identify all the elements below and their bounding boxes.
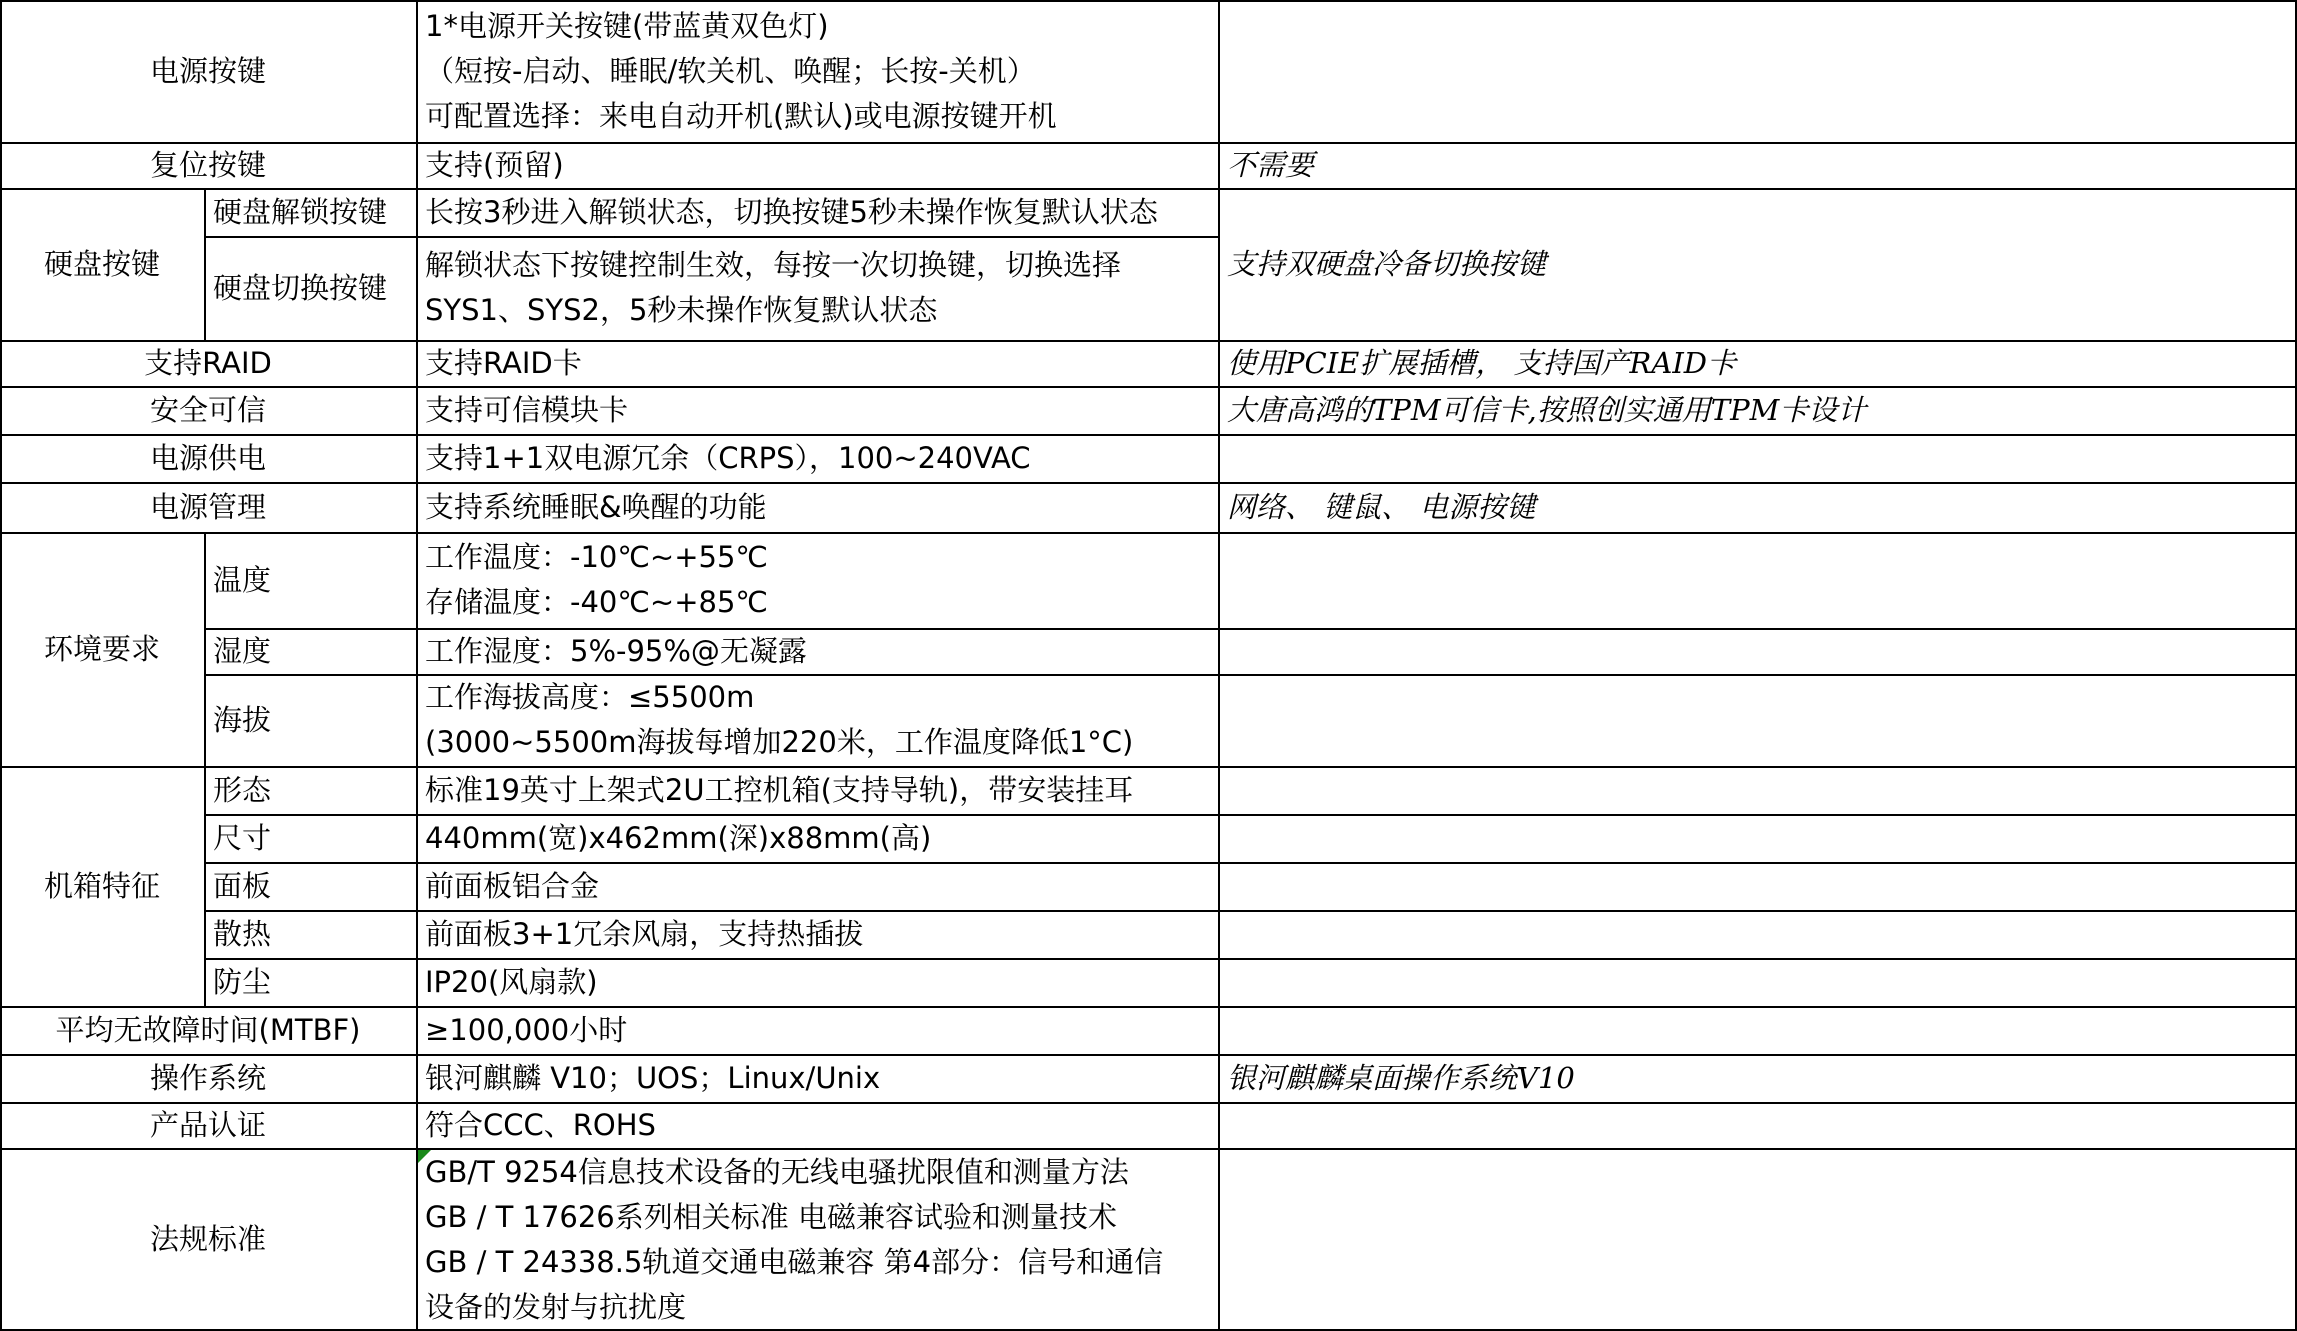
power-button-desc-line: 1*电源开关按键(带蓝黄双色灯) [425,8,829,43]
trusted-label: 安全可信 [149,392,266,427]
os-label-cell [0,1054,416,1102]
size-desc-cell [416,814,1218,862]
grid-line-v-group [204,766,206,1006]
grid-line-h [204,910,2297,912]
reset-button-label-cell [0,142,416,188]
comment-indicator-icon[interactable] [418,1150,431,1163]
chassis-group-label-cell [0,766,204,1006]
grid-line-v [1218,0,1220,1331]
environment-group-label-cell [0,532,204,766]
grid-line-h [0,142,2297,144]
grid-line-h [0,766,2297,768]
trusted-desc-cell [416,386,1218,434]
note-cell-empty [1218,674,2297,766]
size-label: 尺寸 [213,820,272,855]
note-text: 网络、 键鼠、 电源按键 [1227,489,1536,524]
form-label-cell [204,766,416,814]
standards-label-cell [0,1148,416,1331]
disk-switch-desc-cell [416,236,1218,340]
trusted-desc-line: 支持可信模块卡 [425,392,629,427]
mtbf-desc-line: ≥100,000小时 [425,1012,628,1047]
power-button-desc-line: （短按-启动、睡眠/软关机、唤醒；长按-关机） [425,53,1036,88]
disk-group-label-cell [0,188,204,340]
grid-line-v [0,0,2,1331]
power-mgmt-label: 电源管理 [149,489,266,524]
altitude-desc-cell [416,674,1218,766]
humidity-label: 湿度 [213,633,272,668]
trusted-label-cell [0,386,416,434]
grid-line-h [0,482,2297,484]
note-cell [1218,340,2297,386]
power-button-label: 电源按键 [149,53,266,88]
disk-unlock-desc-cell [416,188,1218,236]
power-mgmt-desc-cell [416,482,1218,532]
size-label-cell [204,814,416,862]
cert-label: 产品认证 [149,1107,266,1142]
note-cell-empty [1218,1102,2297,1148]
altitude-label: 海拔 [213,702,272,737]
form-desc-cell [416,766,1218,814]
reset-button-desc-line: 支持(预留) [425,147,564,182]
standards-desc-cell [416,1148,1218,1331]
grid-line-h [0,532,2297,534]
power-mgmt-label-cell [0,482,416,532]
cert-label-cell [0,1102,416,1148]
power-button-desc-line: 可配置选择：来电自动开机(默认)或电源按键开机 [425,98,1057,133]
raid-label-cell [0,340,416,386]
disk-unlock-desc-line: 长按3秒进入解锁状态，切换按键5秒未操作恢复默认状态 [425,194,1158,229]
chassis-group-label: 机箱特征 [43,868,160,903]
note-cell-empty [1218,766,2297,814]
standards-desc-line: GB / T 17626系列相关标准 电磁兼容试验和测量技术 [425,1199,1117,1234]
size-desc-line: 440mm(宽)x462mm(深)x88mm(高) [425,820,932,855]
os-desc-cell [416,1054,1218,1102]
note-cell [1218,1054,2297,1102]
note-cell-empty [1218,1006,2297,1054]
raid-label: 支持RAID [144,345,272,380]
psu-desc-cell [416,434,1218,482]
mtbf-label-cell [0,1006,416,1054]
grid-line-h [0,1054,2297,1056]
grid-line-h [0,1006,2297,1008]
standards-desc-line: 设备的发射与抗扰度 [425,1289,687,1324]
cert-desc-cell [416,1102,1218,1148]
temperature-label: 温度 [213,562,272,597]
raid-desc-line: 支持RAID卡 [425,345,582,380]
grid-line-v [416,0,418,1331]
altitude-desc-line: (3000~5500m海拔每增加220米，工作温度降低1°C) [425,725,1134,759]
psu-desc-line: 支持1+1双电源冗余（CRPS），100~240VAC [425,440,1031,475]
humidity-desc-cell [416,628,1218,674]
reset-button-desc-cell [416,142,1218,188]
environment-group-label: 环境要求 [43,631,160,666]
dustproof-label-cell [204,958,416,1006]
grid-line-h [0,434,2297,436]
note-cell-empty [1218,910,2297,958]
grid-line-h [0,188,2297,190]
grid-line-h [0,1102,2297,1104]
psu-label: 电源供电 [149,440,266,475]
dustproof-desc-line: IP20(风扇款) [425,964,598,999]
mtbf-label: 平均无故障时间(MTBF) [55,1012,361,1047]
humidity-label-cell [204,628,416,674]
note-cell-empty [1218,958,2297,1006]
note-text: 不需要 [1227,147,1315,182]
note-cell [1218,188,2297,340]
panel-desc-line: 前面板铝合金 [425,868,600,903]
grid-line-h [0,0,2297,2]
power-button-desc-cell [416,0,1218,142]
mtbf-desc-cell [416,1006,1218,1054]
note-cell [1218,482,2297,532]
disk-group-label: 硬盘按键 [43,246,160,281]
raid-desc-cell [416,340,1218,386]
power-button-label-cell [0,0,416,142]
note-cell [1218,142,2297,188]
note-cell-empty [1218,628,2297,674]
temperature-desc-line: 工作温度：-10℃~+55℃ [425,540,769,574]
cooling-desc-line: 前面板3+1冗余风扇，支持热插拔 [425,916,864,951]
disk-switch-desc-line: 解锁状态下按键控制生效，每按一次切换键，切换选择 [425,248,1122,282]
panel-desc-cell [416,862,1218,910]
panel-label-cell [204,862,416,910]
note-cell-empty [1218,862,2297,910]
temperature-desc-cell [416,532,1218,628]
humidity-desc-line: 工作湿度：5%-95%@无凝露 [425,633,807,668]
disk-switch-desc-line: SYS1、SYS2，5秒未操作恢复默认状态 [425,293,938,327]
grid-line-v-group [204,188,206,340]
cert-desc-line: 符合CCC、ROHS [425,1107,656,1142]
grid-line-h [0,340,2297,342]
note-text: 支持双硬盘冷备切换按键 [1227,246,1547,281]
grid-line-v-group [204,532,206,766]
dustproof-label: 防尘 [213,964,272,999]
grid-line-h [204,958,2297,960]
standards-desc-line: GB / T 24338.5轨道交通电磁兼容 第4部分：信号和通信 [425,1244,1164,1279]
grid-line-h [0,386,2297,388]
note-cell-empty [1218,532,2297,628]
note-cell [1218,386,2297,434]
cooling-label: 散热 [213,916,272,951]
note-text: 使用PCIE扩展插槽， 支持国产RAID卡 [1227,345,1737,380]
note-text: 银河麒麟桌面操作系统V10 [1227,1060,1575,1095]
form-desc-line: 标准19英寸上架式2U工控机箱(支持导轨)，带安装挂耳 [425,772,1134,807]
disk-unlock-label: 硬盘解锁按键 [213,194,388,229]
panel-label: 面板 [213,868,272,903]
note-cell-empty [1218,1148,2297,1331]
dustproof-desc-cell [416,958,1218,1006]
temperature-desc-line: 存储温度：-40℃~+85℃ [425,585,769,619]
grid-line-h [0,1148,2297,1150]
note-cell-empty [1218,0,2297,142]
psu-label-cell [0,434,416,482]
power-mgmt-desc-line: 支持系统睡眠&唤醒的功能 [425,489,767,524]
temperature-label-cell [204,532,416,628]
grid-line-h [204,674,2297,676]
reset-button-label: 复位按键 [149,147,266,182]
grid-line-h [204,862,2297,864]
grid-line-h [204,236,1218,238]
standards-desc-line: GB/T 9254信息技术设备的无线电骚扰限值和测量方法 [425,1154,1129,1189]
cooling-desc-cell [416,910,1218,958]
altitude-desc-line: 工作海拔高度：≤5500m [425,680,755,714]
standards-label: 法规标准 [149,1222,266,1256]
note-cell-empty [1218,814,2297,862]
cooling-label-cell [204,910,416,958]
note-text: 大唐高鸿的TPM可信卡,按照创实通用TPM卡设计 [1227,392,1867,427]
os-label: 操作系统 [149,1060,266,1095]
grid-line-h [204,628,2297,630]
disk-switch-label-cell [204,236,416,340]
disk-unlock-label-cell [204,188,416,236]
os-desc-line: 银河麒麟 V10；UOS；Linux/Unix [425,1060,881,1095]
note-cell-empty [1218,434,2297,482]
disk-switch-label: 硬盘切换按键 [213,270,388,305]
altitude-label-cell [204,674,416,766]
form-label: 形态 [213,772,272,807]
grid-line-h [204,814,2297,816]
